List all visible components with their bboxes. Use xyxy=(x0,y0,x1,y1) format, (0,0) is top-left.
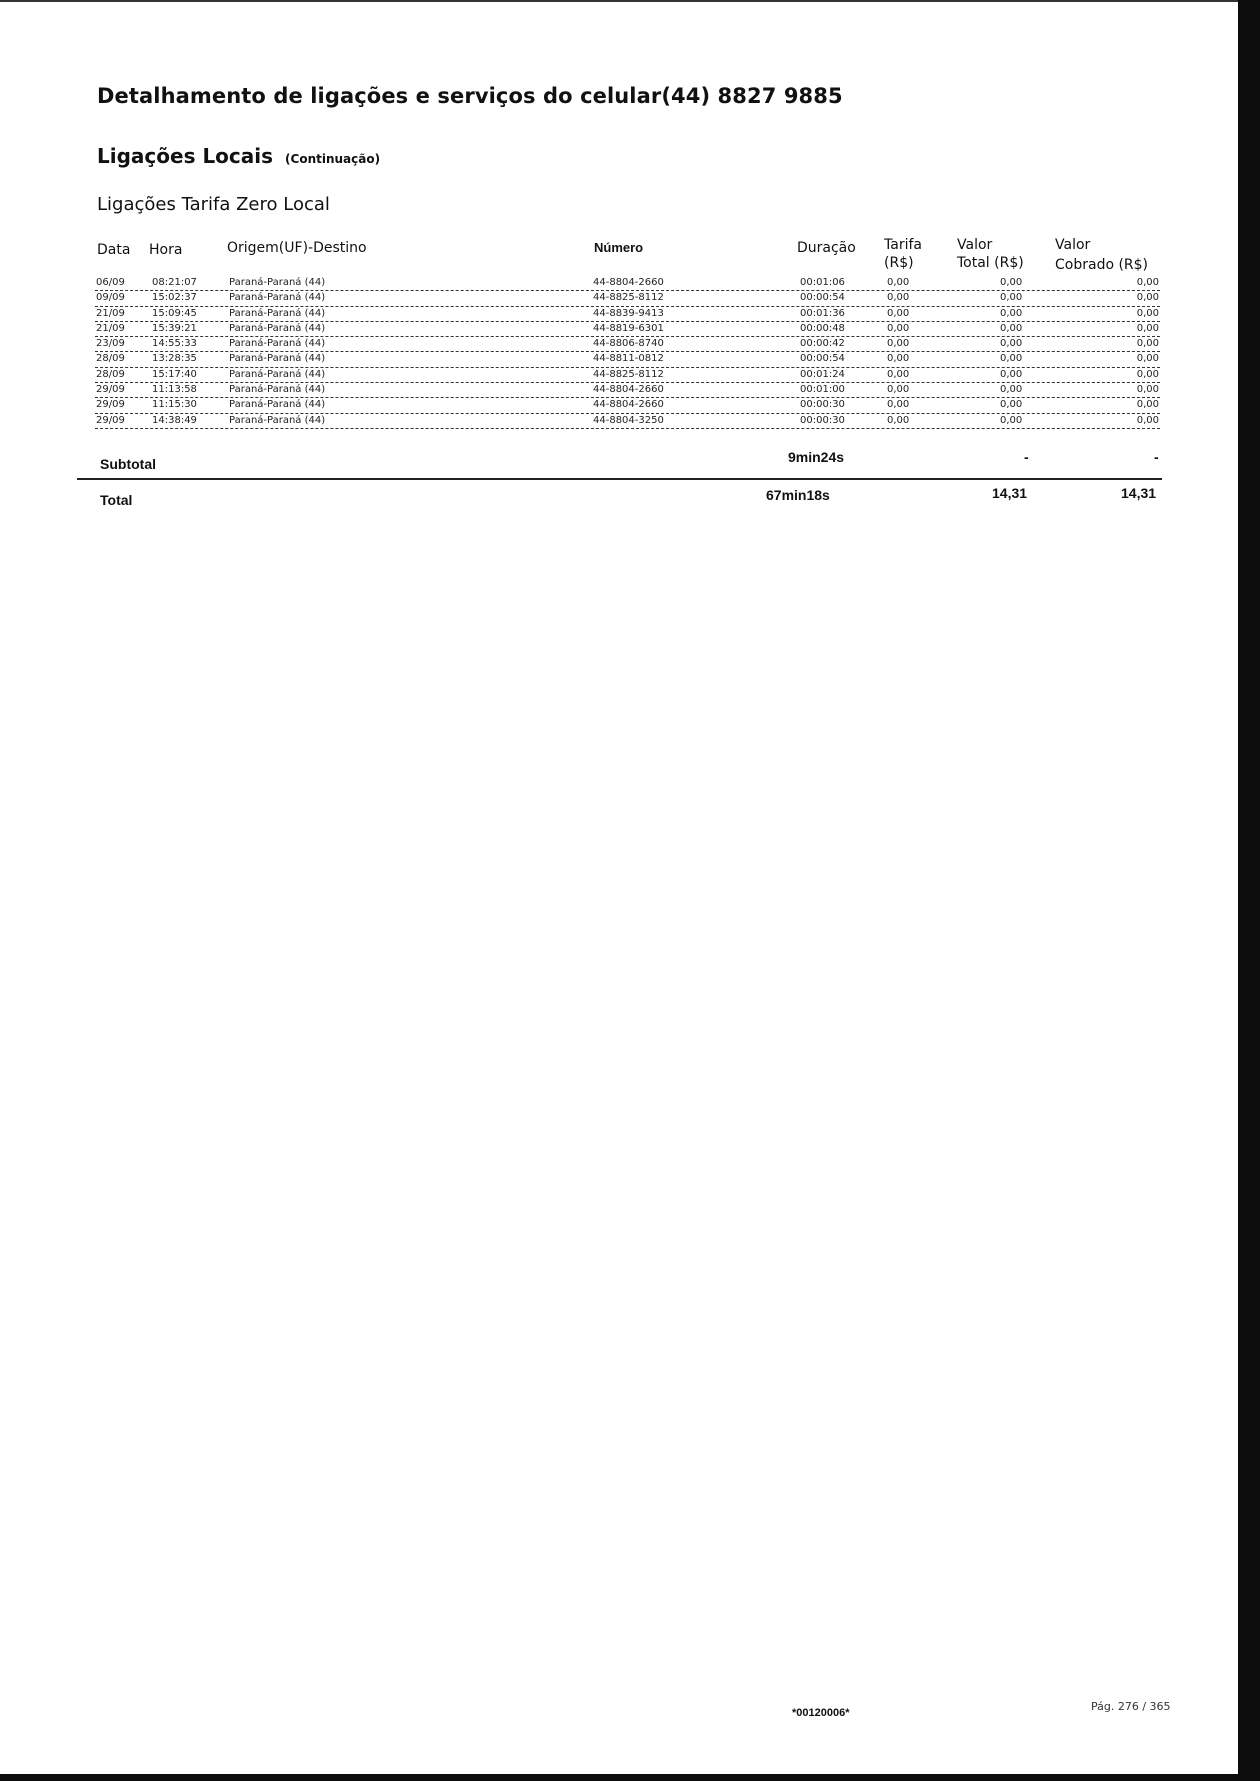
subtotal-label: Subtotal xyxy=(100,456,156,472)
col-header-valor-total-line1: Valor xyxy=(957,237,993,253)
cell-numero: 44-8825-8112 xyxy=(593,368,664,380)
subtotal-valor-cobrado: - xyxy=(1154,449,1159,465)
cell-duracao: 00:01:00 xyxy=(800,384,845,396)
table-row xyxy=(95,414,1160,429)
cell-data: 21/09 xyxy=(96,307,125,319)
cell-duracao: 00:01:36 xyxy=(800,307,845,319)
cell-duracao: 00:00:54 xyxy=(800,353,845,365)
subtotal-valor-total: - xyxy=(1024,449,1029,465)
cell-valor-total: 0,00 xyxy=(1000,353,1023,365)
cell-hora: 14:55:33 xyxy=(152,338,197,350)
table-row xyxy=(95,383,1160,398)
table-row xyxy=(95,352,1160,367)
cell-duracao: 00:00:54 xyxy=(800,292,845,304)
table-row xyxy=(95,291,1160,306)
cell-tarifa: 0,00 xyxy=(887,322,910,334)
cell-numero: 44-8806-8740 xyxy=(593,338,664,350)
cell-tarifa: 0,00 xyxy=(887,399,910,411)
cell-hora: 15:39:21 xyxy=(152,322,197,334)
cell-valor-total: 0,00 xyxy=(1000,338,1023,350)
cell-valor-cobrado: 0,00 xyxy=(1136,353,1159,365)
col-header-numero: Número xyxy=(594,240,644,255)
cell-valor-cobrado: 0,00 xyxy=(1136,368,1159,380)
cell-valor-total: 0,00 xyxy=(1000,368,1023,380)
subtotal-duracao: 9min24s xyxy=(788,449,845,465)
col-header-valor-cobrado xyxy=(1055,236,1148,274)
col-header-valor-cobrado-line2: Cobrado (R$) xyxy=(1055,257,1149,273)
scan-edge-bottom xyxy=(0,1774,1260,1781)
cell-hora: 11:15:30 xyxy=(152,399,197,411)
total-label: Total xyxy=(100,492,133,508)
cell-hora: 11:13:58 xyxy=(152,384,197,396)
cell-valor-cobrado: 0,00 xyxy=(1136,384,1159,396)
cell-valor-cobrado: 0,00 xyxy=(1136,277,1159,288)
cell-origem: Paraná-Paraná (44) xyxy=(229,414,326,426)
cell-duracao: 00:01:06 xyxy=(800,277,845,288)
cell-valor-total: 0,00 xyxy=(1000,414,1023,426)
cell-numero: 44-8839-9413 xyxy=(593,307,664,319)
cell-data: 29/09 xyxy=(96,399,125,411)
cell-tarifa: 0,00 xyxy=(887,338,910,350)
table-row xyxy=(95,276,1160,291)
cell-data: 28/09 xyxy=(96,368,125,380)
subsection-title: Ligações Tarifa Zero Local xyxy=(97,194,330,215)
cell-numero: 44-8825-8112 xyxy=(593,292,664,304)
cell-origem: Paraná-Paraná (44) xyxy=(229,338,326,350)
col-header-tarifa-line2: (R$) xyxy=(884,255,914,271)
scan-edge-top xyxy=(0,0,1260,2)
cell-data: 29/09 xyxy=(96,384,125,396)
col-header-data: Data xyxy=(97,242,131,258)
table-row xyxy=(95,398,1160,413)
total-valor-cobrado: 14,31 xyxy=(1121,485,1157,501)
cell-origem: Paraná-Paraná (44) xyxy=(229,384,326,396)
cell-hora: 15:17:40 xyxy=(152,368,197,380)
col-header-hora: Hora xyxy=(149,242,183,258)
cell-duracao: 00:00:48 xyxy=(800,322,845,334)
col-header-duracao: Duração xyxy=(797,240,856,256)
calls-table xyxy=(95,276,1160,429)
cell-data: 28/09 xyxy=(96,353,125,365)
cell-origem: Paraná-Paraná (44) xyxy=(229,368,326,380)
section-title: Ligações Locais xyxy=(97,144,274,168)
cell-tarifa: 0,00 xyxy=(887,414,910,426)
cell-origem: Paraná-Paraná (44) xyxy=(229,307,326,319)
cell-origem: Paraná-Paraná (44) xyxy=(229,353,326,365)
total-valor-total: 14,31 xyxy=(992,485,1028,501)
col-header-tarifa-line1: Tarifa xyxy=(884,237,922,253)
cell-hora: 08:21:07 xyxy=(152,277,197,288)
cell-valor-cobrado: 0,00 xyxy=(1136,338,1159,350)
cell-tarifa: 0,00 xyxy=(887,292,910,304)
cell-hora: 15:02:37 xyxy=(152,292,197,304)
cell-valor-total: 0,00 xyxy=(1000,384,1023,396)
cell-hora: 14:38:49 xyxy=(152,414,197,426)
cell-valor-cobrado: 0,00 xyxy=(1136,322,1159,334)
cell-numero: 44-8804-2660 xyxy=(593,384,664,396)
cell-duracao: 00:00:30 xyxy=(800,414,845,426)
footer-code: *00120006* xyxy=(792,1707,850,1719)
cell-valor-total: 0,00 xyxy=(1000,399,1023,411)
col-header-tarifa xyxy=(884,236,922,272)
cell-tarifa: 0,00 xyxy=(887,277,910,288)
cell-tarifa: 0,00 xyxy=(887,384,910,396)
cell-hora: 13:28:35 xyxy=(152,353,197,365)
col-header-valor-total-line2: Total (R$) xyxy=(957,255,1024,271)
scan-edge-right xyxy=(1238,0,1260,1781)
cell-data: 09/09 xyxy=(96,292,125,304)
cell-valor-cobrado: 0,00 xyxy=(1136,414,1159,426)
cell-tarifa: 0,00 xyxy=(887,353,910,365)
cell-data: 06/09 xyxy=(96,277,125,288)
cell-numero: 44-8804-2660 xyxy=(593,277,664,288)
total-duracao: 67min18s xyxy=(766,487,830,503)
cell-numero: 44-8804-2660 xyxy=(593,399,664,411)
table-row xyxy=(95,322,1160,337)
cell-data: 21/09 xyxy=(96,322,125,334)
cell-duracao: 00:01:24 xyxy=(800,368,845,380)
cell-data: 23/09 xyxy=(96,338,125,350)
cell-origem: Paraná-Paraná (44) xyxy=(229,322,326,334)
cell-valor-total: 0,00 xyxy=(1000,277,1023,288)
cell-numero: 44-8819-6301 xyxy=(593,322,664,334)
table-row xyxy=(95,307,1160,322)
document-title: Detalhamento de ligações e serviços do celular(44) 8827 9885 xyxy=(97,84,843,108)
table-row xyxy=(95,337,1160,352)
cell-origem: Paraná-Paraná (44) xyxy=(229,277,326,288)
cell-origem: Paraná-Paraná (44) xyxy=(229,399,326,411)
total-divider xyxy=(77,478,1162,480)
cell-tarifa: 0,00 xyxy=(887,307,910,319)
cell-origem: Paraná-Paraná (44) xyxy=(229,292,326,304)
cell-valor-total: 0,00 xyxy=(1000,322,1023,334)
col-header-origem: Origem(UF)-Destino xyxy=(227,240,367,256)
table-row xyxy=(95,368,1160,383)
col-header-valor-total xyxy=(957,236,1024,272)
section-note: (Continuação) xyxy=(285,152,381,166)
cell-valor-total: 0,00 xyxy=(1000,292,1023,304)
cell-tarifa: 0,00 xyxy=(887,368,910,380)
col-header-valor-cobrado-line1: Valor xyxy=(1055,237,1091,253)
cell-valor-cobrado: 0,00 xyxy=(1136,399,1159,411)
section-heading xyxy=(97,144,380,168)
cell-numero: 44-8811-0812 xyxy=(593,353,664,365)
cell-duracao: 00:00:42 xyxy=(800,338,845,350)
cell-data: 29/09 xyxy=(96,414,125,426)
page-number: Pág. 276 / 365 xyxy=(1091,1700,1171,1713)
cell-valor-cobrado: 0,00 xyxy=(1136,292,1159,304)
cell-valor-total: 0,00 xyxy=(1000,307,1023,319)
cell-hora: 15:09:45 xyxy=(152,307,197,319)
cell-numero: 44-8804-3250 xyxy=(593,414,664,426)
cell-valor-cobrado: 0,00 xyxy=(1136,307,1159,319)
cell-duracao: 00:00:30 xyxy=(800,399,845,411)
